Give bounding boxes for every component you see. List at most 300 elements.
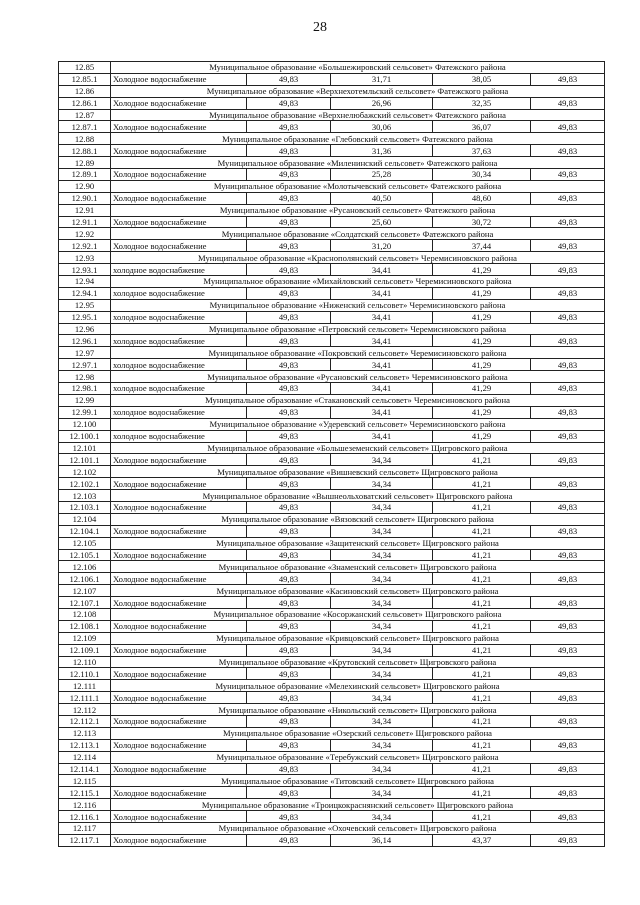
municipality-number: 12.98 (59, 371, 111, 383)
tariff-row-number: 12.116.1 (59, 811, 111, 823)
tariff-row (59, 834, 605, 846)
tariff-value: 49,83 (247, 573, 331, 585)
tariff-row (59, 311, 605, 323)
tariff-value: 49,83 (247, 216, 331, 228)
municipality-row (59, 371, 605, 383)
municipality-number: 12.110 (59, 656, 111, 668)
service-name: Холодное водоснабжение (111, 668, 247, 680)
municipality-row (59, 823, 605, 835)
tariff-row (59, 739, 605, 751)
service-name: Холодное водоснабжение (111, 763, 247, 775)
municipality-number: 12.89 (59, 157, 111, 169)
tariff-value: 34,41 (331, 264, 433, 276)
municipality-number: 12.86 (59, 85, 111, 97)
tariff-row (59, 811, 605, 823)
tariff-row (59, 692, 605, 704)
tariff-value: 49,83 (247, 169, 331, 181)
tariff-value: 49,83 (247, 454, 331, 466)
tariff-value: 34,34 (331, 478, 433, 490)
tariff-value: 34,34 (331, 739, 433, 751)
page-number: 28 (313, 20, 327, 35)
service-name: Холодное водоснабжение (111, 97, 247, 109)
tariff-value: 49,83 (531, 811, 605, 823)
municipality-title: Муниципальное образование «Большеземенский сельсовет» Щигровского района (111, 442, 605, 454)
tariff-row (59, 192, 605, 204)
municipality-row (59, 585, 605, 597)
tariff-value: 49,83 (531, 715, 605, 727)
municipality-number: 12.93 (59, 252, 111, 264)
municipality-number: 12.112 (59, 704, 111, 716)
tariff-value: 49,83 (247, 763, 331, 775)
tariff-value: 41,29 (433, 359, 531, 371)
municipality-title: Муниципальное образование «Молотычевский сельсовет» Фатежского района (111, 180, 605, 192)
municipality-number: 12.100 (59, 418, 111, 430)
tariff-value: 41,21 (433, 573, 531, 585)
tariff-row (59, 406, 605, 418)
service-name: холодное водоснабжение (111, 406, 247, 418)
tariff-value: 34,34 (331, 454, 433, 466)
tariff-row-number: 12.100.1 (59, 430, 111, 442)
municipality-row (59, 299, 605, 311)
municipality-number: 12.85 (59, 62, 111, 74)
municipality-title: Муниципальное образование «Русановский сельсовет» Фатежского района (111, 204, 605, 216)
municipality-title: Муниципальное образование «Никольский сельсовет» Щигровского района (111, 704, 605, 716)
tariff-value: 41,21 (433, 715, 531, 727)
tariff-value: 49,83 (247, 787, 331, 799)
tariff-row (59, 549, 605, 561)
tariff-row-number: 12.99.1 (59, 406, 111, 418)
tariff-row (59, 335, 605, 347)
tariff-value: 41,29 (433, 264, 531, 276)
tariff-row (59, 478, 605, 490)
tariff-row-number: 12.88.1 (59, 145, 111, 157)
tariff-value: 49,83 (247, 620, 331, 632)
tariff-row (59, 73, 605, 85)
tariff-value: 49,83 (247, 715, 331, 727)
municipality-title: Муниципальное образование «Солдатский сельсовет» Фатежского района (111, 228, 605, 240)
tariff-value: 41,29 (433, 335, 531, 347)
tariff-value: 49,83 (531, 121, 605, 133)
municipality-number: 12.97 (59, 347, 111, 359)
tariff-value: 49,83 (247, 597, 331, 609)
tariff-value: 49,83 (247, 549, 331, 561)
service-name: Холодное водоснабжение (111, 73, 247, 85)
tariff-value: 49,83 (531, 692, 605, 704)
tariff-row-number: 12.92.1 (59, 240, 111, 252)
tariff-row (59, 715, 605, 727)
tariff-value: 49,83 (247, 478, 331, 490)
service-name: Холодное водоснабжение (111, 501, 247, 513)
municipality-row (59, 276, 605, 288)
tariff-value: 36,14 (331, 834, 433, 846)
service-name: Холодное водоснабжение (111, 739, 247, 751)
tariff-value: 41,21 (433, 644, 531, 656)
tariff-value: 49,83 (531, 240, 605, 252)
tariff-value: 34,41 (331, 311, 433, 323)
tariff-value: 34,41 (331, 430, 433, 442)
tariff-value: 41,21 (433, 763, 531, 775)
tariff-value: 49,83 (247, 692, 331, 704)
tariff-value: 32,35 (433, 97, 531, 109)
tariff-value: 36,07 (433, 121, 531, 133)
tariff-row-number: 12.89.1 (59, 169, 111, 181)
municipality-title: Муниципальное образование «Кривцовский сельсовет» Щигровского района (111, 632, 605, 644)
service-name: Холодное водоснабжение (111, 573, 247, 585)
tariff-row-number: 12.98.1 (59, 383, 111, 395)
tariff-value: 49,83 (531, 383, 605, 395)
tariff-value: 49,83 (531, 169, 605, 181)
tariff-row-number: 12.93.1 (59, 264, 111, 276)
tariff-row (59, 787, 605, 799)
tariff-row-number: 12.106.1 (59, 573, 111, 585)
municipality-number: 12.114 (59, 751, 111, 763)
tariff-value: 49,83 (531, 216, 605, 228)
tariff-value: 49,83 (247, 383, 331, 395)
tariff-value: 41,21 (433, 525, 531, 537)
tariff-value: 49,83 (531, 430, 605, 442)
municipality-title: Муниципальное образование «Большежировский сельсовет» Фатежского района (111, 62, 605, 74)
tariff-value: 49,83 (247, 668, 331, 680)
tariff-value: 49,83 (531, 573, 605, 585)
tariff-value: 49,83 (531, 501, 605, 513)
tariff-value: 49,83 (531, 763, 605, 775)
tariff-row (59, 620, 605, 632)
tariff-value: 25,60 (331, 216, 433, 228)
municipality-row (59, 442, 605, 454)
tariff-value: 41,21 (433, 549, 531, 561)
tariff-value: 34,34 (331, 549, 433, 561)
municipality-number: 12.92 (59, 228, 111, 240)
municipality-row (59, 180, 605, 192)
municipality-title: Муниципальное образование «Миленинский сельсовет» Фатежского района (111, 157, 605, 169)
tariff-value: 34,41 (331, 335, 433, 347)
tariff-value: 49,83 (531, 287, 605, 299)
municipality-row (59, 513, 605, 525)
tariff-row-number: 12.86.1 (59, 97, 111, 109)
tariff-value: 41,21 (433, 597, 531, 609)
tariff-value: 49,83 (247, 264, 331, 276)
tariff-value: 49,83 (531, 335, 605, 347)
tariff-row-number: 12.110.1 (59, 668, 111, 680)
tariff-row (59, 644, 605, 656)
municipality-title: Муниципальное образование «Троицкокраснянский сельсовет» Щигровского района (111, 799, 605, 811)
municipality-row (59, 109, 605, 121)
municipality-number: 12.115 (59, 775, 111, 787)
tariff-value: 43,37 (433, 834, 531, 846)
municipality-row (59, 418, 605, 430)
service-name: Холодное водоснабжение (111, 216, 247, 228)
municipality-title: Муниципальное образование «Петровский сельсовет» Черемисиновского района (111, 323, 605, 335)
tariff-row-number: 12.87.1 (59, 121, 111, 133)
tariff-value: 41,29 (433, 383, 531, 395)
tariff-row (59, 668, 605, 680)
tariff-value: 49,83 (531, 620, 605, 632)
service-name: Холодное водоснабжение (111, 549, 247, 561)
tariff-row-number: 12.105.1 (59, 549, 111, 561)
tariff-value: 49,83 (531, 597, 605, 609)
service-name: холодное водоснабжение (111, 383, 247, 395)
municipality-title: Муниципальное образование «Титовский сельсовет» Щигровского района (111, 775, 605, 787)
tariff-row-number: 12.103.1 (59, 501, 111, 513)
tariff-row-number: 12.112.1 (59, 715, 111, 727)
tariff-row (59, 573, 605, 585)
municipality-number: 12.95 (59, 299, 111, 311)
municipality-title: Муниципальное образование «Стакановский сельсовет» Черемисиновского района (111, 394, 605, 406)
tariff-value: 49,83 (531, 787, 605, 799)
tariff-value: 31,71 (331, 73, 433, 85)
tariff-row-number: 12.94.1 (59, 287, 111, 299)
tariff-row (59, 430, 605, 442)
municipality-row (59, 157, 605, 169)
tariff-value: 49,83 (531, 145, 605, 157)
municipality-number: 12.87 (59, 109, 111, 121)
service-name: Холодное водоснабжение (111, 145, 247, 157)
municipality-row (59, 490, 605, 502)
municipality-row (59, 799, 605, 811)
tariff-row-number: 12.111.1 (59, 692, 111, 704)
service-name: Холодное водоснабжение (111, 597, 247, 609)
municipality-number: 12.99 (59, 394, 111, 406)
service-name: холодное водоснабжение (111, 311, 247, 323)
tariff-row (59, 454, 605, 466)
municipality-title: Муниципальное образование «Знаменский сельсовет» Щигровского района (111, 561, 605, 573)
tariff-value: 30,72 (433, 216, 531, 228)
tariff-value: 49,83 (247, 240, 331, 252)
tariff-value: 34,41 (331, 287, 433, 299)
tariff-value: 41,21 (433, 739, 531, 751)
municipality-number: 12.96 (59, 323, 111, 335)
municipality-title: Муниципальное образование «Охочевский сельсовет» Щигровского района (111, 823, 605, 835)
tariff-value: 49,83 (247, 335, 331, 347)
tariff-row (59, 97, 605, 109)
tariff-row-number: 12.107.1 (59, 597, 111, 609)
tariff-value: 37,63 (433, 145, 531, 157)
tariff-value: 49,83 (247, 501, 331, 513)
municipality-title: Муниципальное образование «Покровский сельсовет» Черемисиновского района (111, 347, 605, 359)
tariff-value: 38,05 (433, 73, 531, 85)
municipality-row (59, 347, 605, 359)
tariff-value: 34,41 (331, 406, 433, 418)
tariff-value: 41,21 (433, 811, 531, 823)
municipality-number: 12.106 (59, 561, 111, 573)
tariff-row-number: 12.109.1 (59, 644, 111, 656)
tariff-value: 49,83 (531, 668, 605, 680)
municipality-row (59, 252, 605, 264)
municipality-title: Муниципальное образование «Вишневский сельсовет» Щигровского района (111, 466, 605, 478)
municipality-row (59, 62, 605, 74)
tariff-value: 41,21 (433, 478, 531, 490)
tariff-value: 37,44 (433, 240, 531, 252)
service-name: Холодное водоснабжение (111, 692, 247, 704)
municipality-number: 12.117 (59, 823, 111, 835)
tariff-row (59, 359, 605, 371)
tariff-value: 49,83 (531, 264, 605, 276)
municipality-number: 12.103 (59, 490, 111, 502)
tariff-row-number: 12.95.1 (59, 311, 111, 323)
tariff-value: 34,41 (331, 383, 433, 395)
tariff-value: 49,83 (531, 739, 605, 751)
tariff-row (59, 501, 605, 513)
tariff-value: 49,83 (247, 287, 331, 299)
municipality-number: 12.113 (59, 727, 111, 739)
tariff-value: 34,34 (331, 597, 433, 609)
tariff-value: 49,83 (247, 145, 331, 157)
tariff-row-number: 12.115.1 (59, 787, 111, 799)
municipality-row (59, 632, 605, 644)
municipality-title: Муниципальное образование «Защитенский сельсовет» Щигровского района (111, 537, 605, 549)
tariff-value: 49,83 (247, 311, 331, 323)
tariff-value: 41,29 (433, 287, 531, 299)
tariff-table-body (59, 62, 605, 847)
tariff-row (59, 525, 605, 537)
tariff-value: 30,06 (331, 121, 433, 133)
tariff-value: 49,83 (247, 811, 331, 823)
municipality-number: 12.116 (59, 799, 111, 811)
tariff-value: 49,83 (531, 359, 605, 371)
tariff-value: 41,21 (433, 454, 531, 466)
tariff-value: 49,83 (531, 97, 605, 109)
tariff-value: 41,29 (433, 406, 531, 418)
municipality-row (59, 133, 605, 145)
tariff-value: 34,34 (331, 525, 433, 537)
tariff-row (59, 264, 605, 276)
tariff-row (59, 597, 605, 609)
tariff-value: 34,34 (331, 763, 433, 775)
tariff-row-number: 12.96.1 (59, 335, 111, 347)
tariff-row-number: 12.113.1 (59, 739, 111, 751)
tariff-row (59, 763, 605, 775)
service-name: Холодное водоснабжение (111, 454, 247, 466)
municipality-title: Муниципальное образование «Теребужский сельсовет» Щигровского района (111, 751, 605, 763)
tariff-value: 34,41 (331, 359, 433, 371)
service-name: холодное водоснабжение (111, 359, 247, 371)
municipality-title: Муниципальное образование «Мелехинский сельсовет» Щигровского района (111, 680, 605, 692)
municipality-number: 12.94 (59, 276, 111, 288)
tariff-row-number: 12.102.1 (59, 478, 111, 490)
tariff-value: 31,36 (331, 145, 433, 157)
service-name: Холодное водоснабжение (111, 834, 247, 846)
tariff-value: 41,21 (433, 501, 531, 513)
municipality-title: Муниципальное образование «Глебовский сельсовет» Фатежского района (111, 133, 605, 145)
tariff-table (58, 61, 605, 847)
tariff-row-number: 12.97.1 (59, 359, 111, 371)
tariff-value: 26,96 (331, 97, 433, 109)
tariff-value: 49,83 (531, 406, 605, 418)
municipality-title: Муниципальное образование «Ниженский сельсовет» Черемисиновского района (111, 299, 605, 311)
tariff-value: 30,34 (433, 169, 531, 181)
tariff-row-number: 12.108.1 (59, 620, 111, 632)
tariff-value: 49,83 (531, 644, 605, 656)
municipality-row (59, 775, 605, 787)
municipality-row (59, 727, 605, 739)
tariff-value: 41,21 (433, 692, 531, 704)
tariff-row (59, 383, 605, 395)
tariff-value: 49,83 (247, 97, 331, 109)
municipality-title: Муниципальное образование «Крутовский сельсовет» Щигровского района (111, 656, 605, 668)
municipality-row (59, 85, 605, 97)
municipality-row (59, 680, 605, 692)
tariff-row (59, 169, 605, 181)
service-name: Холодное водоснабжение (111, 478, 247, 490)
tariff-value: 34,34 (331, 811, 433, 823)
municipality-number: 12.104 (59, 513, 111, 525)
tariff-value: 49,83 (247, 406, 331, 418)
service-name: холодное водоснабжение (111, 430, 247, 442)
municipality-number: 12.88 (59, 133, 111, 145)
municipality-title: Муниципальное образование «Краснополянский сельсовет» Черемисиновского района (111, 252, 605, 264)
tariff-value: 49,83 (531, 192, 605, 204)
service-name: Холодное водоснабжение (111, 620, 247, 632)
tariff-value: 48,60 (433, 192, 531, 204)
tariff-row (59, 145, 605, 157)
tariff-value: 34,34 (331, 573, 433, 585)
tariff-value: 49,83 (247, 644, 331, 656)
municipality-row (59, 561, 605, 573)
tariff-row-number: 12.101.1 (59, 454, 111, 466)
municipality-title: Муниципальное образование «Вязовский сельсовет» Щигровского района (111, 513, 605, 525)
municipality-number: 12.107 (59, 585, 111, 597)
tariff-value: 49,83 (247, 359, 331, 371)
municipality-title: Муниципальное образование «Касиновский сельсовет» Щигровского района (111, 585, 605, 597)
tariff-row-number: 12.117.1 (59, 834, 111, 846)
tariff-value: 49,83 (531, 525, 605, 537)
tariff-value: 34,34 (331, 715, 433, 727)
tariff-value: 41,21 (433, 668, 531, 680)
municipality-row (59, 228, 605, 240)
tariff-value: 41,29 (433, 311, 531, 323)
tariff-row-number: 12.90.1 (59, 192, 111, 204)
tariff-value: 49,83 (247, 192, 331, 204)
service-name: холодное водоснабжение (111, 264, 247, 276)
municipality-row (59, 204, 605, 216)
tariff-value: 41,29 (433, 430, 531, 442)
service-name: Холодное водоснабжение (111, 811, 247, 823)
tariff-value: 49,83 (531, 73, 605, 85)
tariff-value: 49,83 (247, 430, 331, 442)
municipality-title: Муниципальное образование «Верхнелюбажский сельсовет» Фатежского района (111, 109, 605, 121)
municipality-number: 12.101 (59, 442, 111, 454)
tariff-row (59, 287, 605, 299)
tariff-value: 49,83 (247, 525, 331, 537)
tariff-value: 49,83 (531, 549, 605, 561)
municipality-number: 12.111 (59, 680, 111, 692)
tariff-row (59, 121, 605, 133)
tariff-row-number: 12.85.1 (59, 73, 111, 85)
service-name: Холодное водоснабжение (111, 525, 247, 537)
tariff-value: 49,83 (247, 121, 331, 133)
tariff-value: 49,83 (531, 311, 605, 323)
tariff-value: 34,34 (331, 787, 433, 799)
municipality-row (59, 323, 605, 335)
tariff-value: 49,83 (531, 454, 605, 466)
tariff-value: 40,50 (331, 192, 433, 204)
municipality-title: Муниципальное образование «Верхнехотемльский сельсовет» Фатежского района (111, 85, 605, 97)
municipality-number: 12.91 (59, 204, 111, 216)
tariff-row (59, 216, 605, 228)
service-name: Холодное водоснабжение (111, 644, 247, 656)
tariff-row-number: 12.104.1 (59, 525, 111, 537)
service-name: Холодное водоснабжение (111, 715, 247, 727)
service-name: холодное водоснабжение (111, 287, 247, 299)
municipality-row (59, 608, 605, 620)
municipality-row (59, 656, 605, 668)
municipality-row (59, 537, 605, 549)
tariff-row-number: 12.114.1 (59, 763, 111, 775)
municipality-row (59, 466, 605, 478)
service-name: Холодное водоснабжение (111, 121, 247, 133)
tariff-value: 34,34 (331, 620, 433, 632)
municipality-number: 12.108 (59, 608, 111, 620)
